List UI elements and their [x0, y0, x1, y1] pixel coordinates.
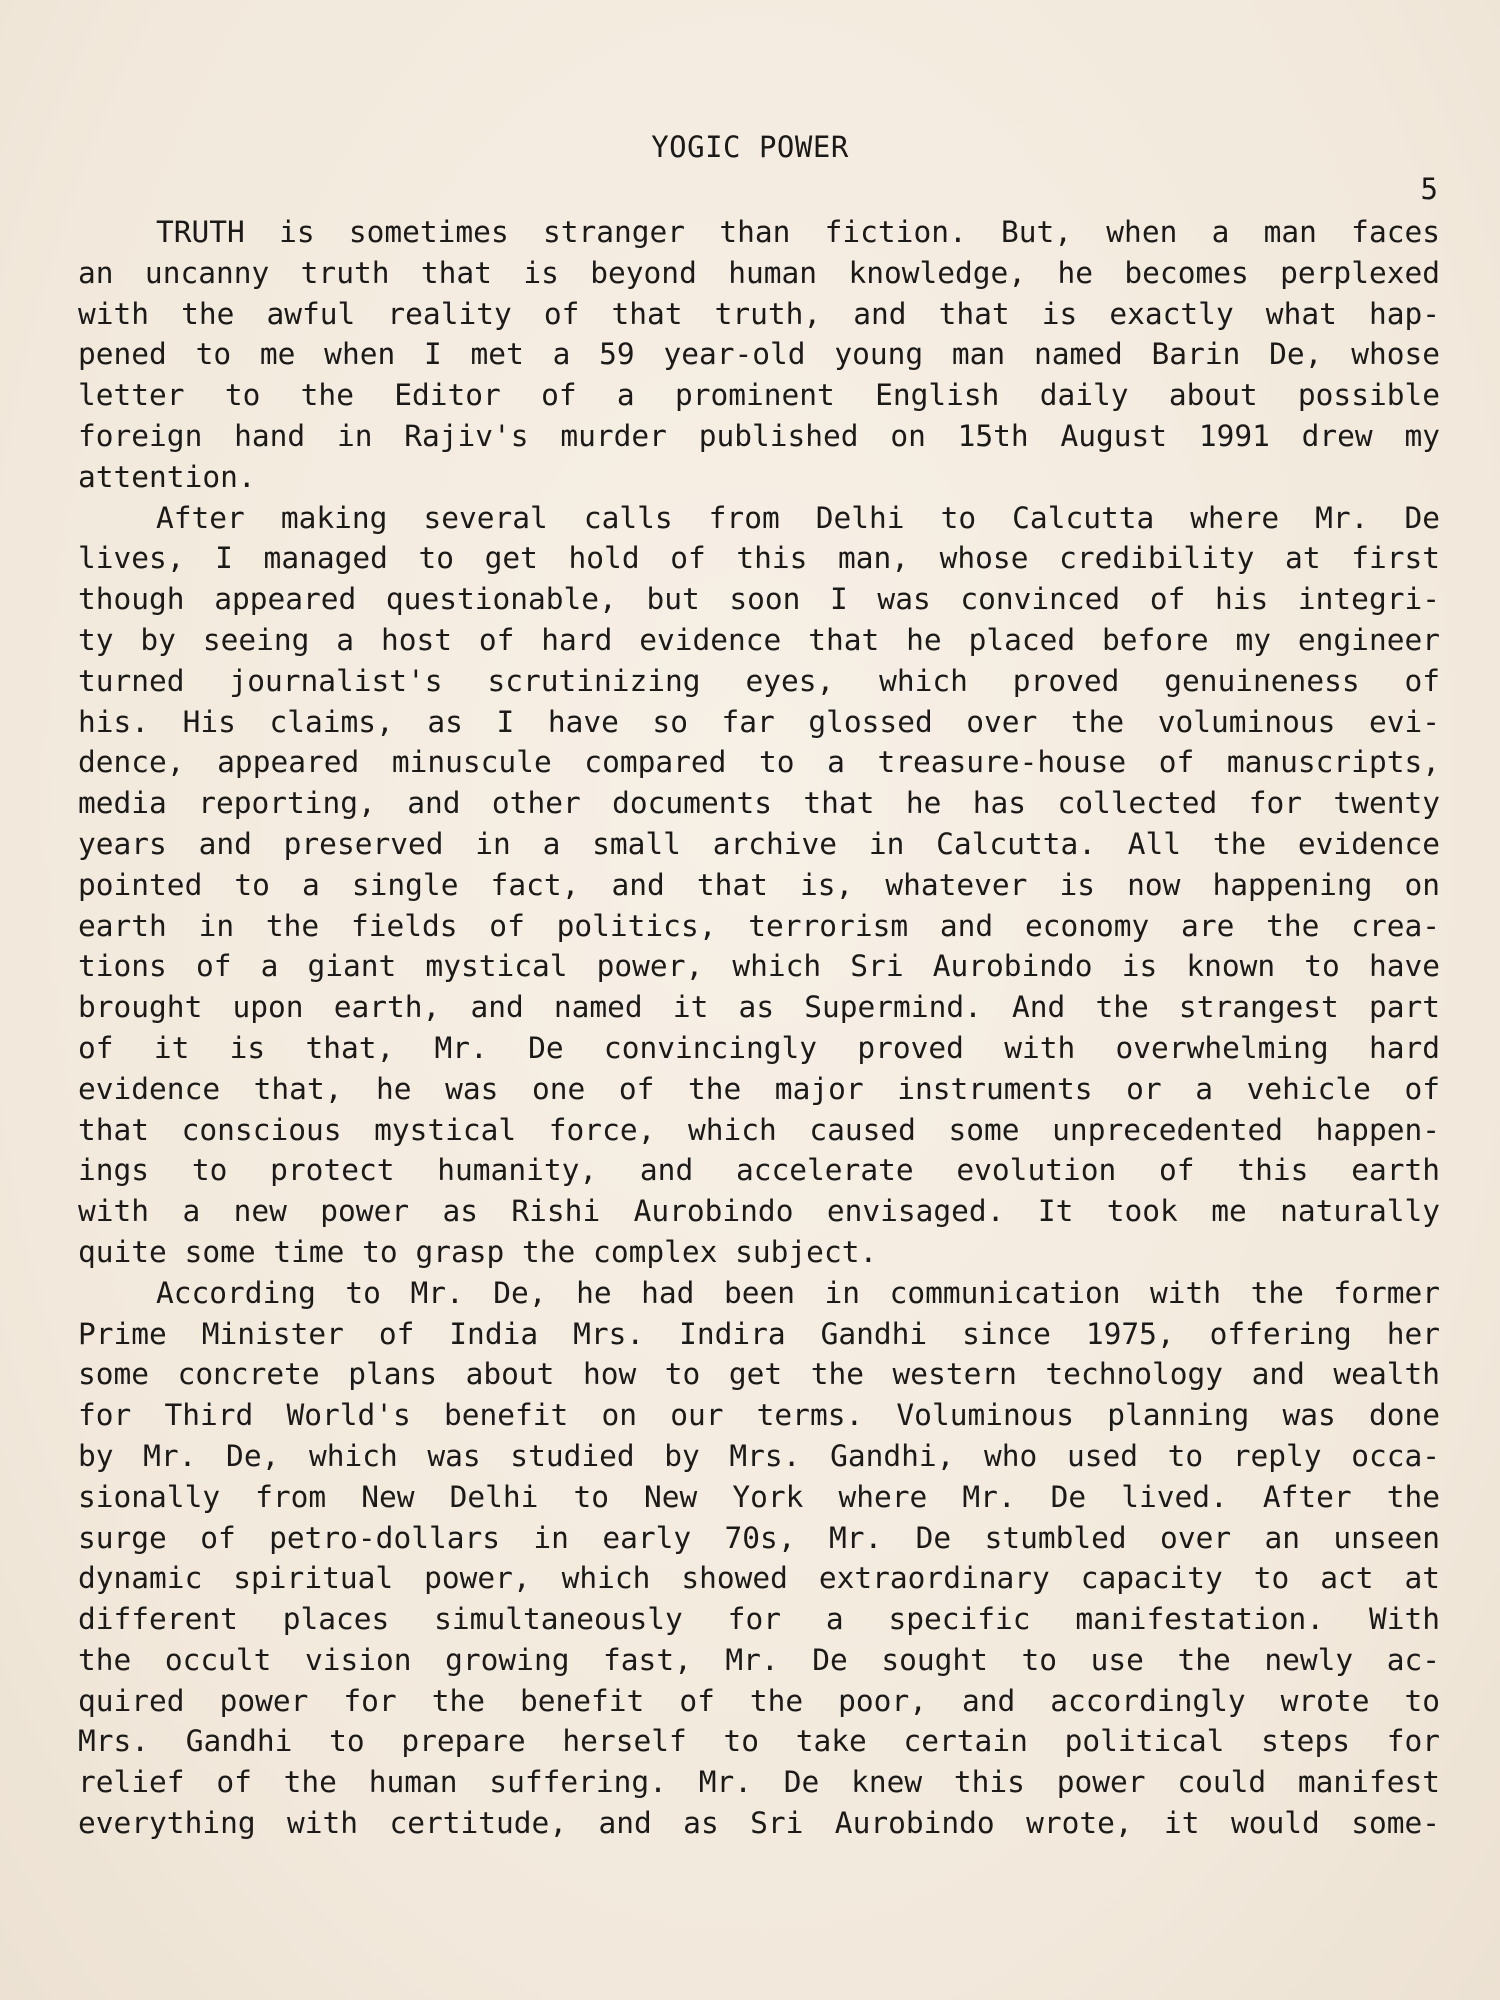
- text-line: an uncanny truth that is beyond human knowledge, he becomes perplexed: [78, 255, 1440, 290]
- paragraph: [78, 212, 1440, 498]
- paragraph: [78, 1273, 1440, 1844]
- text-line: of it is that, Mr. De convincingly proved with overwhelming hard: [78, 1030, 1440, 1065]
- text-line: quired power for the benefit of the poor, and accordingly wrote to: [78, 1683, 1440, 1718]
- text-line: dynamic spiritual power, which showed extraordinary capacity to act at: [78, 1561, 1440, 1596]
- text-line: earth in the fields of politics, terrorism and economy are the crea-: [78, 908, 1440, 943]
- text-line: the occult vision growing fast, Mr. De sought to use the newly ac-: [78, 1642, 1440, 1677]
- text-line: Mrs. Gandhi to prepare herself to take certain political steps for: [78, 1724, 1440, 1759]
- text-line: pened to me when I met a 59 year-old young man named Barin De, whose: [78, 337, 1440, 372]
- page-title: YOGIC POWER: [651, 130, 849, 164]
- text-line: quite some time to grasp the complex subject.: [78, 1234, 878, 1269]
- text-line: After making several calls from Delhi to Calcutta where Mr. De: [156, 500, 1440, 535]
- text-line: his. His claims, as I have so far glossed over the voluminous evi-: [78, 704, 1440, 739]
- text-line: everything with certitude, and as Sri Aurobindo wrote, it would some-: [78, 1806, 1440, 1841]
- text-line: some concrete plans about how to get the western technology and wealth: [78, 1357, 1440, 1392]
- text-line: relief of the human suffering. Mr. De knew this power could manifest: [78, 1765, 1440, 1800]
- text-line: surge of petro-dollars in early 70s, Mr. De stumbled over an unseen: [78, 1520, 1440, 1555]
- text-line: lives, I managed to get hold of this man, whose credibility at first: [78, 541, 1440, 576]
- text-line: by Mr. De, which was studied by Mrs. Gandhi, who used to reply occa-: [78, 1438, 1440, 1473]
- page-number: 5: [1420, 172, 1438, 206]
- text-line: turned journalist's scrutinizing eyes, which proved genuineness of: [78, 663, 1440, 698]
- document-body: [78, 212, 1440, 1844]
- text-line: tions of a giant mystical power, which Sri Aurobindo is known to have: [78, 949, 1440, 984]
- text-line: According to Mr. De, he had been in communication with the former: [156, 1275, 1440, 1310]
- text-line: with a new power as Rishi Aurobindo envisaged. It took me naturally: [78, 1194, 1440, 1229]
- text-line: brought upon earth, and named it as Supermind. And the strangest part: [78, 990, 1440, 1025]
- paragraph: [78, 498, 1440, 1273]
- text-line: Prime Minister of India Mrs. Indira Gandhi since 1975, offering her: [78, 1316, 1440, 1351]
- text-line: different places simultaneously for a specific manifestation. With: [78, 1602, 1440, 1637]
- text-line: that conscious mystical force, which caused some unprecedented happen-: [78, 1112, 1440, 1147]
- text-line: ings to protect humanity, and accelerate evolution of this earth: [78, 1153, 1440, 1188]
- text-line: for Third World's benefit on our terms. Voluminous planning was done: [78, 1398, 1440, 1433]
- text-line: attention.: [78, 459, 256, 494]
- text-line: foreign hand in Rajiv's murder published on 15th August 1991 drew my: [78, 418, 1440, 453]
- text-line: sionally from New Delhi to New York where Mr. De lived. After the: [78, 1479, 1440, 1514]
- text-line: media reporting, and other documents that he has collected for twenty: [78, 786, 1440, 821]
- text-line: with the awful reality of that truth, and that is exactly what hap-: [78, 296, 1440, 331]
- text-line: letter to the Editor of a prominent English daily about possible: [78, 378, 1440, 413]
- text-line: dence, appeared minuscule compared to a treasure-house of manuscripts,: [78, 745, 1440, 780]
- text-line: though appeared questionable, but soon I was convinced of his integri-: [78, 582, 1440, 617]
- text-line: years and preserved in a small archive in Calcutta. All the evidence: [78, 826, 1440, 861]
- text-line: evidence that, he was one of the major instruments or a vehicle of: [78, 1071, 1440, 1106]
- text-line: pointed to a single fact, and that is, whatever is now happening on: [78, 867, 1440, 902]
- text-line: TRUTH is sometimes stranger than fiction. But, when a man faces: [156, 215, 1440, 249]
- text-line: ty by seeing a host of hard evidence that he placed before my engineer: [78, 622, 1440, 657]
